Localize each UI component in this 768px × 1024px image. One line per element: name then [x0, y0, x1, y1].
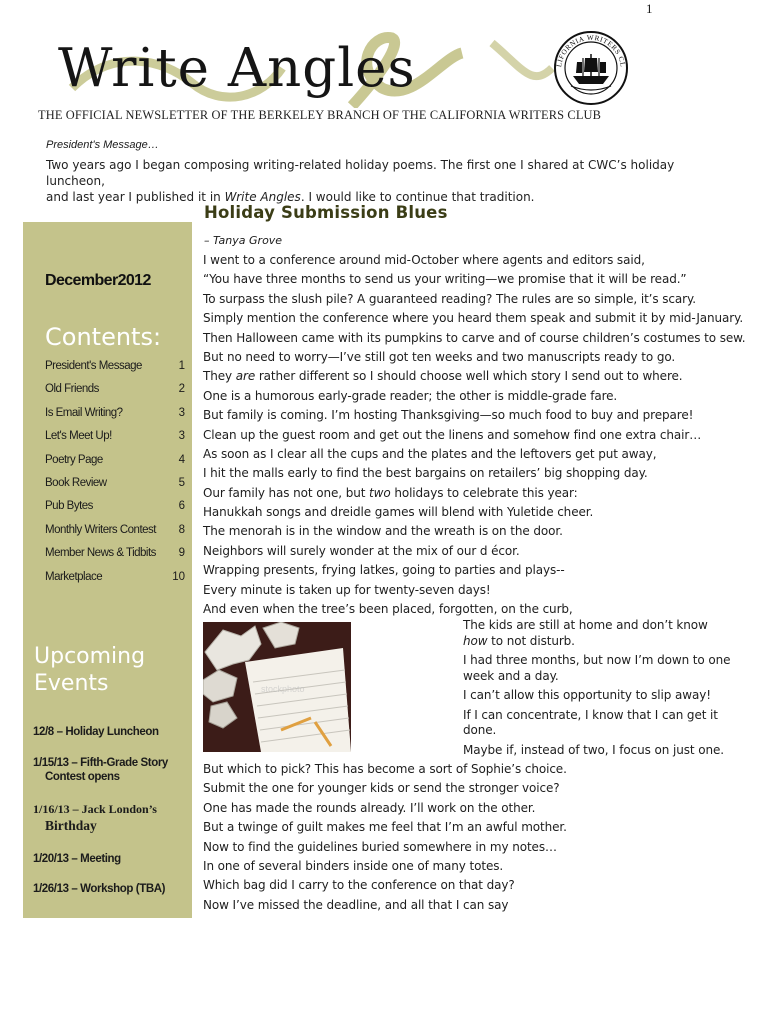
poem-line	[203, 484, 743, 503]
table-of-contents	[45, 356, 185, 590]
toc-page-number: 4	[178, 453, 185, 466]
event-item	[33, 802, 188, 833]
poem-line: I hit the malls early to find the best bargains on retailers’ big shopping day.	[203, 466, 648, 481]
poem-line: Now to find the guidelines buried somewhere in my notes…	[203, 839, 557, 854]
issue-date: December2012	[45, 272, 151, 289]
poem-line: Which bag did I carry to the conference on that day?	[203, 878, 515, 893]
toc-item-presidents-message[interactable]	[45, 356, 185, 379]
emphasis-text: how	[463, 633, 488, 648]
toc-label[interactable]: Let's Meet Up!	[45, 430, 112, 443]
event-line: 1/16/13 – Jack London’s	[33, 802, 157, 816]
toc-item-marketplace[interactable]	[45, 567, 185, 590]
poem-line: But which to pick? This has become a sort of Sophie’s choice.	[203, 762, 567, 776]
event-line: 1/15/13 – Fifth-Grade Story	[33, 757, 168, 769]
event-line: 1/20/13 – Meeting	[33, 853, 121, 865]
event-line: 1/26/13 – Workshop (TBA)	[33, 883, 166, 895]
poem-bottom	[203, 760, 743, 915]
toc-label[interactable]: President's Message	[45, 360, 142, 372]
event-item	[33, 756, 188, 784]
poem-line: As soon as I clear all the cups and the plates and the leftovers get put away,	[203, 446, 657, 461]
toc-label[interactable]: Is Email Writing?	[45, 406, 123, 419]
emphasis-text: two	[369, 485, 391, 500]
poem-line: And even when the tree’s been placed, forgotten, on the curb,	[203, 602, 573, 617]
poem-line: “You have three months to send us your writing—we promise that it will be read.”	[203, 272, 687, 287]
text-span: to not disturb.	[487, 633, 575, 648]
president-message-body	[46, 157, 736, 205]
sidebar	[23, 222, 192, 918]
toc-item-lets-meet-up[interactable]	[45, 426, 185, 449]
poem-line: If I can concentrate, I know that I can get it done.	[463, 707, 718, 737]
article-byline: – Tanya Grove	[204, 234, 283, 247]
emphasis-text: are	[235, 369, 256, 384]
poem-line	[463, 618, 733, 649]
toc-page-number: 2	[178, 383, 185, 396]
toc-item-book-review[interactable]	[45, 473, 185, 496]
poem-line: Wrapping presents, frying latkes, going to parties and plays--	[203, 563, 565, 578]
upcoming-events-heading: Upcoming Events	[34, 644, 146, 696]
logo-text: LIFORNIA WRITERS CL	[555, 33, 627, 68]
toc-page-number: 6	[178, 500, 185, 513]
poem-line: Clean up the guest room and get out the linens and somehow find one extra chair…	[203, 427, 702, 442]
notepad-icon	[245, 648, 351, 752]
text-span: They	[203, 369, 236, 384]
toc-item-email-writing[interactable]	[45, 403, 185, 426]
poem-line: I had three months, but now I’m down to one week and a day.	[463, 653, 731, 683]
toc-label[interactable]: Old Friends	[45, 383, 99, 396]
toc-label[interactable]: Poetry Page	[45, 453, 103, 466]
toc-item-member-news[interactable]	[45, 543, 185, 566]
poem-line: Neighbors will surely wonder at the mix of our d écor.	[203, 543, 520, 558]
toc-page-number: 5	[178, 476, 185, 489]
event-line: 12/8 – Holiday Luncheon	[33, 726, 159, 738]
text-span: rather different so I should choose well which story I send out to where.	[255, 369, 683, 384]
text-span: The kids are still at home and don’t know	[463, 618, 708, 632]
poem-line: Simply mention the conference where you heard them speak and submit it by mid-January.	[203, 311, 744, 326]
poem-line: But family is coming. I’m hosting Thanksgiving—so much food to buy and prepare!	[203, 408, 694, 423]
poem-line: One is a humorous early-grade reader; the other is middle-grade fare.	[203, 388, 618, 403]
poem-line: I can’t allow this opportunity to slip away!	[463, 688, 711, 702]
poem-line: I went to a conference around mid-October where agents and editors said,	[203, 253, 645, 267]
poem-line: To surpass the slush pile? A guaranteed reading? The rules are so simple, it’s scary.	[203, 291, 696, 306]
poem-line: Every minute is taken up for twenty-seven days!	[203, 582, 491, 597]
contents-heading: Contents:	[45, 323, 162, 351]
newsletter-tagline: THE OFFICIAL NEWSLETTER OF THE BERKELEY BRANCH OF THE CALIFORNIA WRITERS CLUB	[38, 108, 602, 122]
toc-label[interactable]: Marketplace	[45, 570, 103, 583]
event-item	[33, 725, 188, 739]
toc-page-number: 8	[178, 523, 185, 536]
club-seal-icon	[543, 28, 639, 108]
text-span: holidays to celebrate this year:	[390, 485, 578, 500]
poem-line: Maybe if, instead of two, I focus on just one.	[463, 742, 724, 757]
poem-top	[203, 251, 746, 619]
poem-line: The menorah is in the window and the wreath is on the door.	[203, 524, 563, 539]
poem-line: Now I’ve missed the deadline, and all that I can say	[203, 897, 509, 912]
toc-page-number: 3	[178, 406, 185, 419]
event-item	[33, 852, 188, 866]
text-span: Our family has not one, but	[203, 485, 370, 500]
toc-item-pub-bytes[interactable]	[45, 496, 185, 519]
president-message-line: Two years ago I began composing writing-related holiday poems. The first one I shared at CWC’s holiday luncheon,	[46, 158, 675, 188]
page-number: 1	[646, 1, 653, 16]
poem-line: In one of several binders inside one of many totes.	[203, 858, 504, 873]
article-photo	[203, 622, 351, 752]
text-span: . I would like to continue that tradition.	[300, 190, 535, 204]
poem-line: One has made the rounds already. I’ll work on the other.	[203, 800, 536, 815]
article-title: Holiday Submission Blues	[204, 203, 448, 222]
poem-line: But no need to worry—I’ve still got ten weeks and two manuscripts ready to go.	[203, 349, 676, 364]
president-message-heading: President's Message…	[46, 139, 159, 151]
newsletter-name-italic: Write Angles	[224, 190, 301, 204]
toc-label[interactable]: Pub Bytes	[45, 500, 93, 513]
toc-page-number: 9	[178, 547, 185, 560]
toc-label[interactable]: Member News & Tidbits	[45, 547, 156, 560]
poem-line: Then Halloween came with its pumpkins to carve and of course children’s costumes to sew.	[203, 330, 746, 345]
toc-item-old-friends[interactable]	[45, 379, 185, 402]
poem-line: But a twinge of guilt makes me feel that I’m an awful mother.	[203, 820, 567, 835]
toc-label[interactable]: Monthly Writers Contest	[45, 523, 156, 536]
poem-right-column	[463, 618, 733, 762]
event-item	[33, 882, 188, 896]
photo-watermark: stockphoto	[261, 684, 305, 694]
toc-item-monthly-writers-contest[interactable]	[45, 520, 185, 543]
text-span: and last year I published it in	[46, 190, 225, 204]
event-line: Contest opens	[45, 771, 120, 783]
toc-page-number: 1	[178, 360, 185, 372]
event-line: Birthday	[45, 818, 97, 833]
toc-page-number: 3	[178, 430, 185, 443]
toc-label[interactable]: Book Review	[45, 476, 107, 489]
poem-line: Hanukkah songs and dreidle games will blend with Yuletide cheer.	[203, 505, 594, 520]
poem-line	[203, 367, 743, 386]
toc-page-number: 10	[172, 570, 185, 583]
poem-line: Submit the one for younger kids or send the stronger voice?	[203, 781, 560, 796]
toc-item-poetry-page[interactable]	[45, 450, 185, 473]
newsletter-title: Write Angles	[58, 38, 416, 99]
